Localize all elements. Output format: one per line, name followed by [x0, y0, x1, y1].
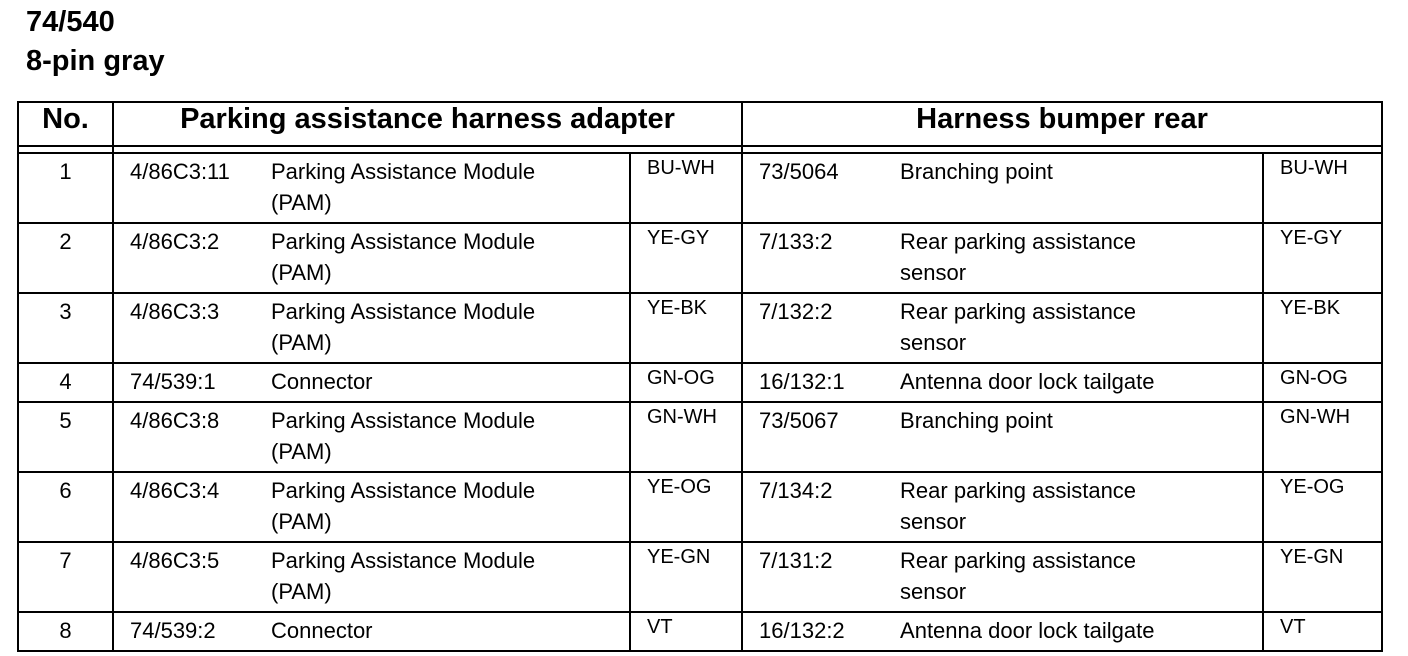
- pin-number-text: 6: [59, 478, 72, 503]
- bumper-wire-color-text: YE-OG: [1280, 476, 1345, 498]
- adapter-connector: [113, 363, 271, 402]
- bumper-connector-text: 16/132:1: [759, 369, 845, 394]
- adapter-connector-text: 74/539:2: [130, 618, 216, 643]
- bumper-connector-text: 7/134:2: [759, 478, 833, 503]
- adapter-connector: [113, 542, 271, 612]
- pin-number: [18, 153, 113, 223]
- adapter-connector-text: 4/86C3:3: [130, 299, 220, 324]
- adapter-description-line-1: Connector: [271, 618, 373, 643]
- bumper-description-line-1: Rear parking assistance: [900, 478, 1137, 503]
- adapter-description-line-1: Parking Assistance Module: [271, 159, 536, 184]
- bumper-wire-color: [1263, 402, 1382, 472]
- adapter-description: [271, 363, 630, 402]
- bumper-description-line-2: sensor: [900, 509, 967, 534]
- bumper-wire-color: [1263, 223, 1382, 293]
- table-body: [18, 153, 1382, 651]
- adapter-description-line-2: (PAM): [271, 579, 332, 604]
- adapter-wire-color-text: GN-WH: [647, 406, 717, 428]
- adapter-description-line-1: Parking Assistance Module: [271, 408, 536, 433]
- table-row: [18, 363, 1382, 402]
- pin-number: [18, 223, 113, 293]
- bumper-description-line-1: Branching point: [900, 159, 1053, 184]
- bumper-wire-color-text: GN-OG: [1280, 367, 1348, 389]
- adapter-wire-color: [630, 542, 742, 612]
- adapter-wire-color: [630, 472, 742, 542]
- bumper-description-line-1: Antenna door lock tailgate: [900, 369, 1155, 394]
- adapter-description-line-2: (PAM): [271, 330, 332, 355]
- adapter-description: [271, 542, 630, 612]
- pin-number-text: 4: [59, 369, 72, 394]
- adapter-description-line-2: (PAM): [271, 439, 332, 464]
- pin-number-text: 1: [59, 159, 72, 184]
- bumper-wire-color-text: BU-WH: [1280, 157, 1348, 179]
- bumper-description: [900, 402, 1263, 472]
- bumper-description: [900, 153, 1263, 223]
- bumper-connector: [742, 542, 900, 612]
- adapter-description: [271, 223, 630, 293]
- adapter-wire-color: [630, 153, 742, 223]
- adapter-description-line-2: (PAM): [271, 509, 332, 534]
- bumper-description: [900, 223, 1263, 293]
- adapter-wire-color-text: YE-GY: [647, 227, 710, 249]
- bumper-connector-text: 7/133:2: [759, 229, 833, 254]
- bumper-description-line-1: Antenna door lock tailgate: [900, 618, 1155, 643]
- adapter-description-line-1: Parking Assistance Module: [271, 299, 536, 324]
- adapter-connector-text: 74/539:1: [130, 369, 216, 394]
- bumper-description-line-2: sensor: [900, 330, 967, 355]
- bumper-connector: [742, 293, 900, 363]
- pin-number: [18, 402, 113, 472]
- pin-number: [18, 612, 113, 651]
- bumper-description: [900, 542, 1263, 612]
- bumper-wire-color: [1263, 542, 1382, 612]
- header-harness-bumper-rear: Harness bumper rear: [742, 102, 1382, 146]
- adapter-wire-color: [630, 223, 742, 293]
- bumper-wire-color: [1263, 612, 1382, 651]
- pin-number: [18, 542, 113, 612]
- bumper-connector-text: 73/5067: [759, 408, 839, 433]
- bumper-connector: [742, 402, 900, 472]
- adapter-connector-text: 4/86C3:8: [130, 408, 220, 433]
- bumper-description: [900, 293, 1263, 363]
- adapter-connector-text: 4/86C3:11: [130, 159, 230, 184]
- bumper-wire-color-text: GN-WH: [1280, 406, 1351, 428]
- bumper-connector-text: 16/132:2: [759, 618, 845, 643]
- bumper-connector: [742, 363, 900, 402]
- adapter-wire-color-text: YE-GN: [647, 546, 711, 568]
- adapter-description: [271, 293, 630, 363]
- adapter-connector: [113, 402, 271, 472]
- bumper-wire-color-text: VT: [1280, 616, 1306, 638]
- pin-number: [18, 363, 113, 402]
- adapter-description: [271, 153, 630, 223]
- pin-number: [18, 293, 113, 363]
- table-row: [18, 472, 1382, 542]
- adapter-description-line-2: (PAM): [271, 190, 332, 215]
- table-row: [18, 293, 1382, 363]
- bumper-description-line-1: Branching point: [900, 408, 1053, 433]
- adapter-wire-color-text: YE-BK: [647, 297, 708, 319]
- bumper-description-line-1: Rear parking assistance: [900, 548, 1137, 573]
- table-header-row: [18, 102, 1382, 146]
- adapter-description-line-1: Parking Assistance Module: [271, 229, 536, 254]
- table-row: [18, 542, 1382, 612]
- bumper-connector-text: 7/132:2: [759, 299, 833, 324]
- adapter-wire-color-text: GN-OG: [647, 367, 715, 389]
- bumper-wire-color: [1263, 153, 1382, 223]
- bumper-description: [900, 472, 1263, 542]
- pin-number: [18, 472, 113, 542]
- bumper-connector: [742, 612, 900, 651]
- adapter-connector: [113, 612, 271, 651]
- connector-id: 74/540: [26, 6, 115, 38]
- adapter-wire-color: [630, 293, 742, 363]
- bumper-wire-color-text: YE-GN: [1280, 546, 1344, 568]
- header-separator: [18, 146, 1382, 153]
- pin-number-text: 2: [59, 229, 72, 254]
- adapter-wire-color-text: VT: [647, 616, 673, 638]
- adapter-wire-color-text: YE-OG: [647, 476, 712, 498]
- adapter-connector: [113, 472, 271, 542]
- adapter-wire-color-text: BU-WH: [647, 157, 715, 179]
- bumper-connector: [742, 472, 900, 542]
- bumper-description: [900, 363, 1263, 402]
- header-harness-adapter: Parking assistance harness adapter: [113, 102, 742, 146]
- bumper-description-line-2: sensor: [900, 579, 967, 604]
- bumper-wire-color-text: YE-BK: [1280, 297, 1341, 319]
- adapter-connector-text: 4/86C3:5: [130, 548, 220, 573]
- adapter-connector-text: 4/86C3:2: [130, 229, 220, 254]
- bumper-wire-color: [1263, 363, 1382, 402]
- connector-description: 8-pin gray: [26, 45, 165, 77]
- header-no: No.: [18, 102, 113, 146]
- bumper-wire-color: [1263, 472, 1382, 542]
- adapter-wire-color: [630, 363, 742, 402]
- bumper-connector-text: 73/5064: [759, 159, 839, 184]
- adapter-description-line-1: Parking Assistance Module: [271, 548, 536, 573]
- bumper-wire-color-text: YE-GY: [1280, 227, 1343, 249]
- adapter-description: [271, 612, 630, 651]
- adapter-connector: [113, 223, 271, 293]
- bumper-connector: [742, 153, 900, 223]
- pin-number-text: 7: [59, 548, 72, 573]
- bumper-wire-color: [1263, 293, 1382, 363]
- adapter-connector: [113, 293, 271, 363]
- bumper-connector-text: 7/131:2: [759, 548, 833, 573]
- table-row: [18, 612, 1382, 651]
- adapter-wire-color: [630, 402, 742, 472]
- bumper-description-line-2: sensor: [900, 260, 967, 285]
- pinout-table: [17, 101, 1383, 652]
- pin-number-text: 3: [59, 299, 72, 324]
- adapter-connector-text: 4/86C3:4: [130, 478, 220, 503]
- adapter-wire-color: [630, 612, 742, 651]
- adapter-description: [271, 472, 630, 542]
- adapter-connector: [113, 153, 271, 223]
- bumper-connector: [742, 223, 900, 293]
- bumper-description-line-1: Rear parking assistance: [900, 229, 1137, 254]
- bumper-description: [900, 612, 1263, 651]
- table-row: [18, 153, 1382, 223]
- pin-number-text: 8: [59, 618, 72, 643]
- table-row: [18, 223, 1382, 293]
- adapter-description-line-2: (PAM): [271, 260, 332, 285]
- adapter-description-line-1: Connector: [271, 369, 373, 394]
- adapter-description-line-1: Parking Assistance Module: [271, 478, 536, 503]
- table-row: [18, 402, 1382, 472]
- pin-number-text: 5: [59, 408, 72, 433]
- adapter-description: [271, 402, 630, 472]
- bumper-description-line-1: Rear parking assistance: [900, 299, 1137, 324]
